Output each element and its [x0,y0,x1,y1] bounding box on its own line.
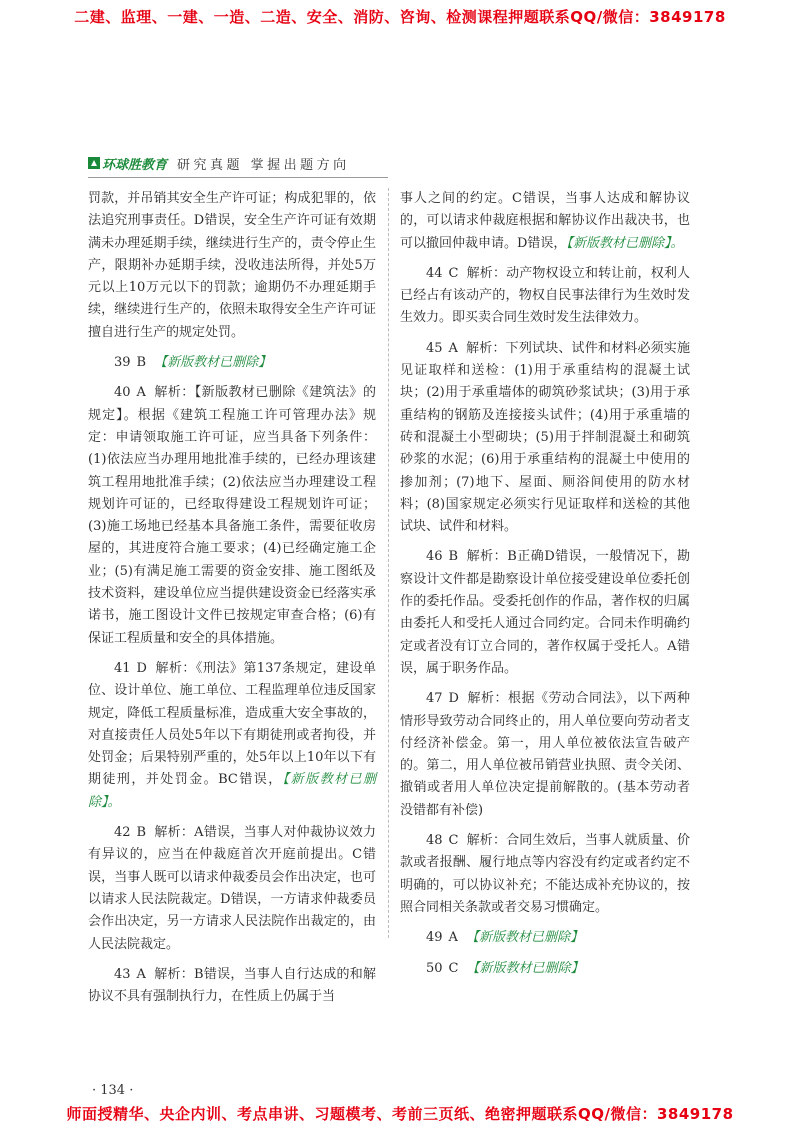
answer-paragraph [88,822,376,956]
answer-letter: C [448,960,459,976]
answer-letter: C [448,833,459,849]
answer-letter: A [448,930,458,946]
answer-letter: A [448,340,458,356]
answer-letter: B [136,825,147,841]
question-number: 40 [114,385,131,401]
page-header [88,153,350,173]
answer-letter: A [136,385,146,401]
answer-paragraph [400,688,690,822]
explanation-text: 解析：B错误，当事人自行达成的和解协议不具有强制执行力，在性质上仍属于当 [88,966,376,1005]
column-divider [388,188,389,938]
brand-logo [88,154,167,173]
explanation-text: 事人之间的约定。C错误，当事人达成和解协议的，可以请求仲裁庭根据和解协议作出裁决书，也可以撤回仲裁申请。D错误， [400,191,690,251]
right-column [400,188,690,988]
explanation-text: 解析：《刑法》第137条规定，建设单位、设计单位、施工单位、工程监理单位违反国家规定，降低工程质量标准，造成重大安全事故的，对直接责任人员处5年以下有期徒刑或者拘役，并处罚金；后果特别严重的，处5年以上10年以下有期徒刑，并处罚金。BC错误， [88,660,376,788]
deleted-content-tag: 【新版教材已删除】。 [566,235,684,251]
question-number: 41 [114,660,131,676]
answer-letter: D [136,660,147,676]
top-banner: 二建、监理、一建、一造、二造、安全、消防、咨询、检测课程押题联系QQ/微信：3849178 [74,8,726,26]
header-rule [88,177,388,178]
question-number: 49 [426,930,443,946]
answer-paragraph [400,263,690,330]
answer-paragraph [400,830,690,919]
answer-letter: D [448,691,459,707]
answer-paragraph [400,927,690,949]
question-number: 46 [426,549,443,565]
explanation-text: 罚款，并吊销其安全生产许可证；构成犯罪的，依法追究刑事责任。D错误，安全生产许可证有效期满未办理延期手续，继续进行生产的，责令停止生产，限期补办延期手续，没收违法所得，并处5万元以上10万元以下的罚款；逾期仍不办理延期手续，继续进行生产的，依照未取得安全生产许可证擅自进行生产的规定处罚。 [88,191,376,340]
question-number: 48 [426,833,443,849]
question-number: 43 [114,966,131,982]
explanation-text: 解析：动产物权设立和转让前，权利人已经占有该动产的，物权自民事法律行为生效时发生效力。即买卖合同生效时发生法律效力。 [400,265,690,326]
explanation-text: 解析：下列试块、试件和材料必须实施见证取样和送检：(1)用于承重结构的混凝土试块；(2)用于承重墙体的砌筑砂浆试块；(3)用于承重结构的钢筋及连接接头试件；(4)用于承重墙的砖和混凝土小型砌块；(5)用于拌制混凝土和砌筑砂浆的水泥；(6)用于承重结构的混凝土中使用的掺加剂；(7)地下、屋面、厕浴间使用的防水材料；(8)国家规定必须实行见证取样和送检的其他试块、试件和材料。 [400,340,690,535]
deleted-content-tag: 【新版教材已删除】。 [88,772,376,810]
answer-letter: B [448,549,459,565]
question-number: 50 [426,960,443,976]
answer-paragraph [400,338,690,539]
logo-icon [88,157,100,169]
answer-paragraph [88,188,376,344]
explanation-text: 解析：根据《劳动合同法》，以下两种情形导致劳动合同终止的，用人单位要向劳动者支付经济补偿金。第一，用人单位被依法宣告破产的。第二，用人单位被吊销营业执照、责令关闭、撤销或者用人单位决定提前解散的。(基本劳动者没错都有补偿) [400,691,690,818]
explanation-text: 解析：【新版教材已删除《建筑法》的规定】。根据《建筑工程施工许可管理办法》规定：申请领取施工许可证，应当具备下列条件：(1)依法应当办理用地批准手续的，已经办理该建筑工程用地批准手续；(2)依法应当办理建设工程规划许可证的，已经取得建设工程规划许可证；(3)施工场地已经基本具备施工条件，需要征收房屋的，其进度符合施工要求；(4)已经确定施工企业；(5)有满足施工需要的资金安排、施工图纸及技术资料，建设单位应当提供建设资金已经落实承诺书，施工图设计文件已按规定审查合格；(6)有保证工程质量和安全的具体措施。 [88,385,376,646]
answer-paragraph [88,658,376,814]
answer-paragraph [88,964,376,1009]
left-column [88,188,376,1016]
answer-letter: C [448,265,459,281]
explanation-text: 解析：合同生效后，当事人就质量、价款或者报酬、履行地点等内容没有约定或者约定不明确的，可以协议补充；不能达成补充协议的，按照合同相关条款或者交易习惯确定。 [400,833,690,915]
deleted-content-tag: 【新版教材已删除】 [466,960,584,976]
answer-paragraph [400,188,690,255]
deleted-content-tag: 【新版教材已删除】 [465,930,583,946]
page-number: · 134 · [92,1083,134,1098]
question-number: 39 [114,355,131,371]
question-number: 47 [426,691,443,707]
answer-paragraph [88,382,376,650]
answer-paragraph [88,352,376,374]
question-number: 44 [426,265,443,281]
answer-letter: B [136,355,147,371]
question-number: 42 [114,825,131,841]
deleted-content-tag: 【新版教材已删除】 [154,355,272,371]
answer-paragraph [400,546,690,680]
question-number: 45 [426,340,443,356]
explanation-text: 解析：A错误，当事人对仲裁协议效力有异议的，应当在仲裁庭首次开庭前提出。C错误，当事人既可以请求仲裁委员会作出决定，也可以请求人民法院裁定。D错误，一方请求仲裁委员会作出决定，另一方请求人民法院作出裁定的，由人民法院裁定。 [88,825,376,952]
logo-text: 环球胜教育 [102,157,168,173]
header-tagline: 研究真题 掌握出题方向 [177,157,350,173]
answer-letter: A [136,966,146,982]
answer-paragraph [400,958,690,980]
explanation-text: 解析：B正确D错误，一般情况下，勘察设计文件都是勘察设计单位接受建设单位委托创作的委托作品。受委托创作的作品，著作权的归属由委托人和受托人通过合同约定。合同未作明确约定或者没有订立合同的，著作权属于受托人。A错误，属于职务作品。 [400,549,690,676]
bottom-banner: 师面授精华、央企内训、考点串讲、习题模考、考前三页纸、绝密押题联系QQ/微信：3849178 [66,1105,734,1123]
